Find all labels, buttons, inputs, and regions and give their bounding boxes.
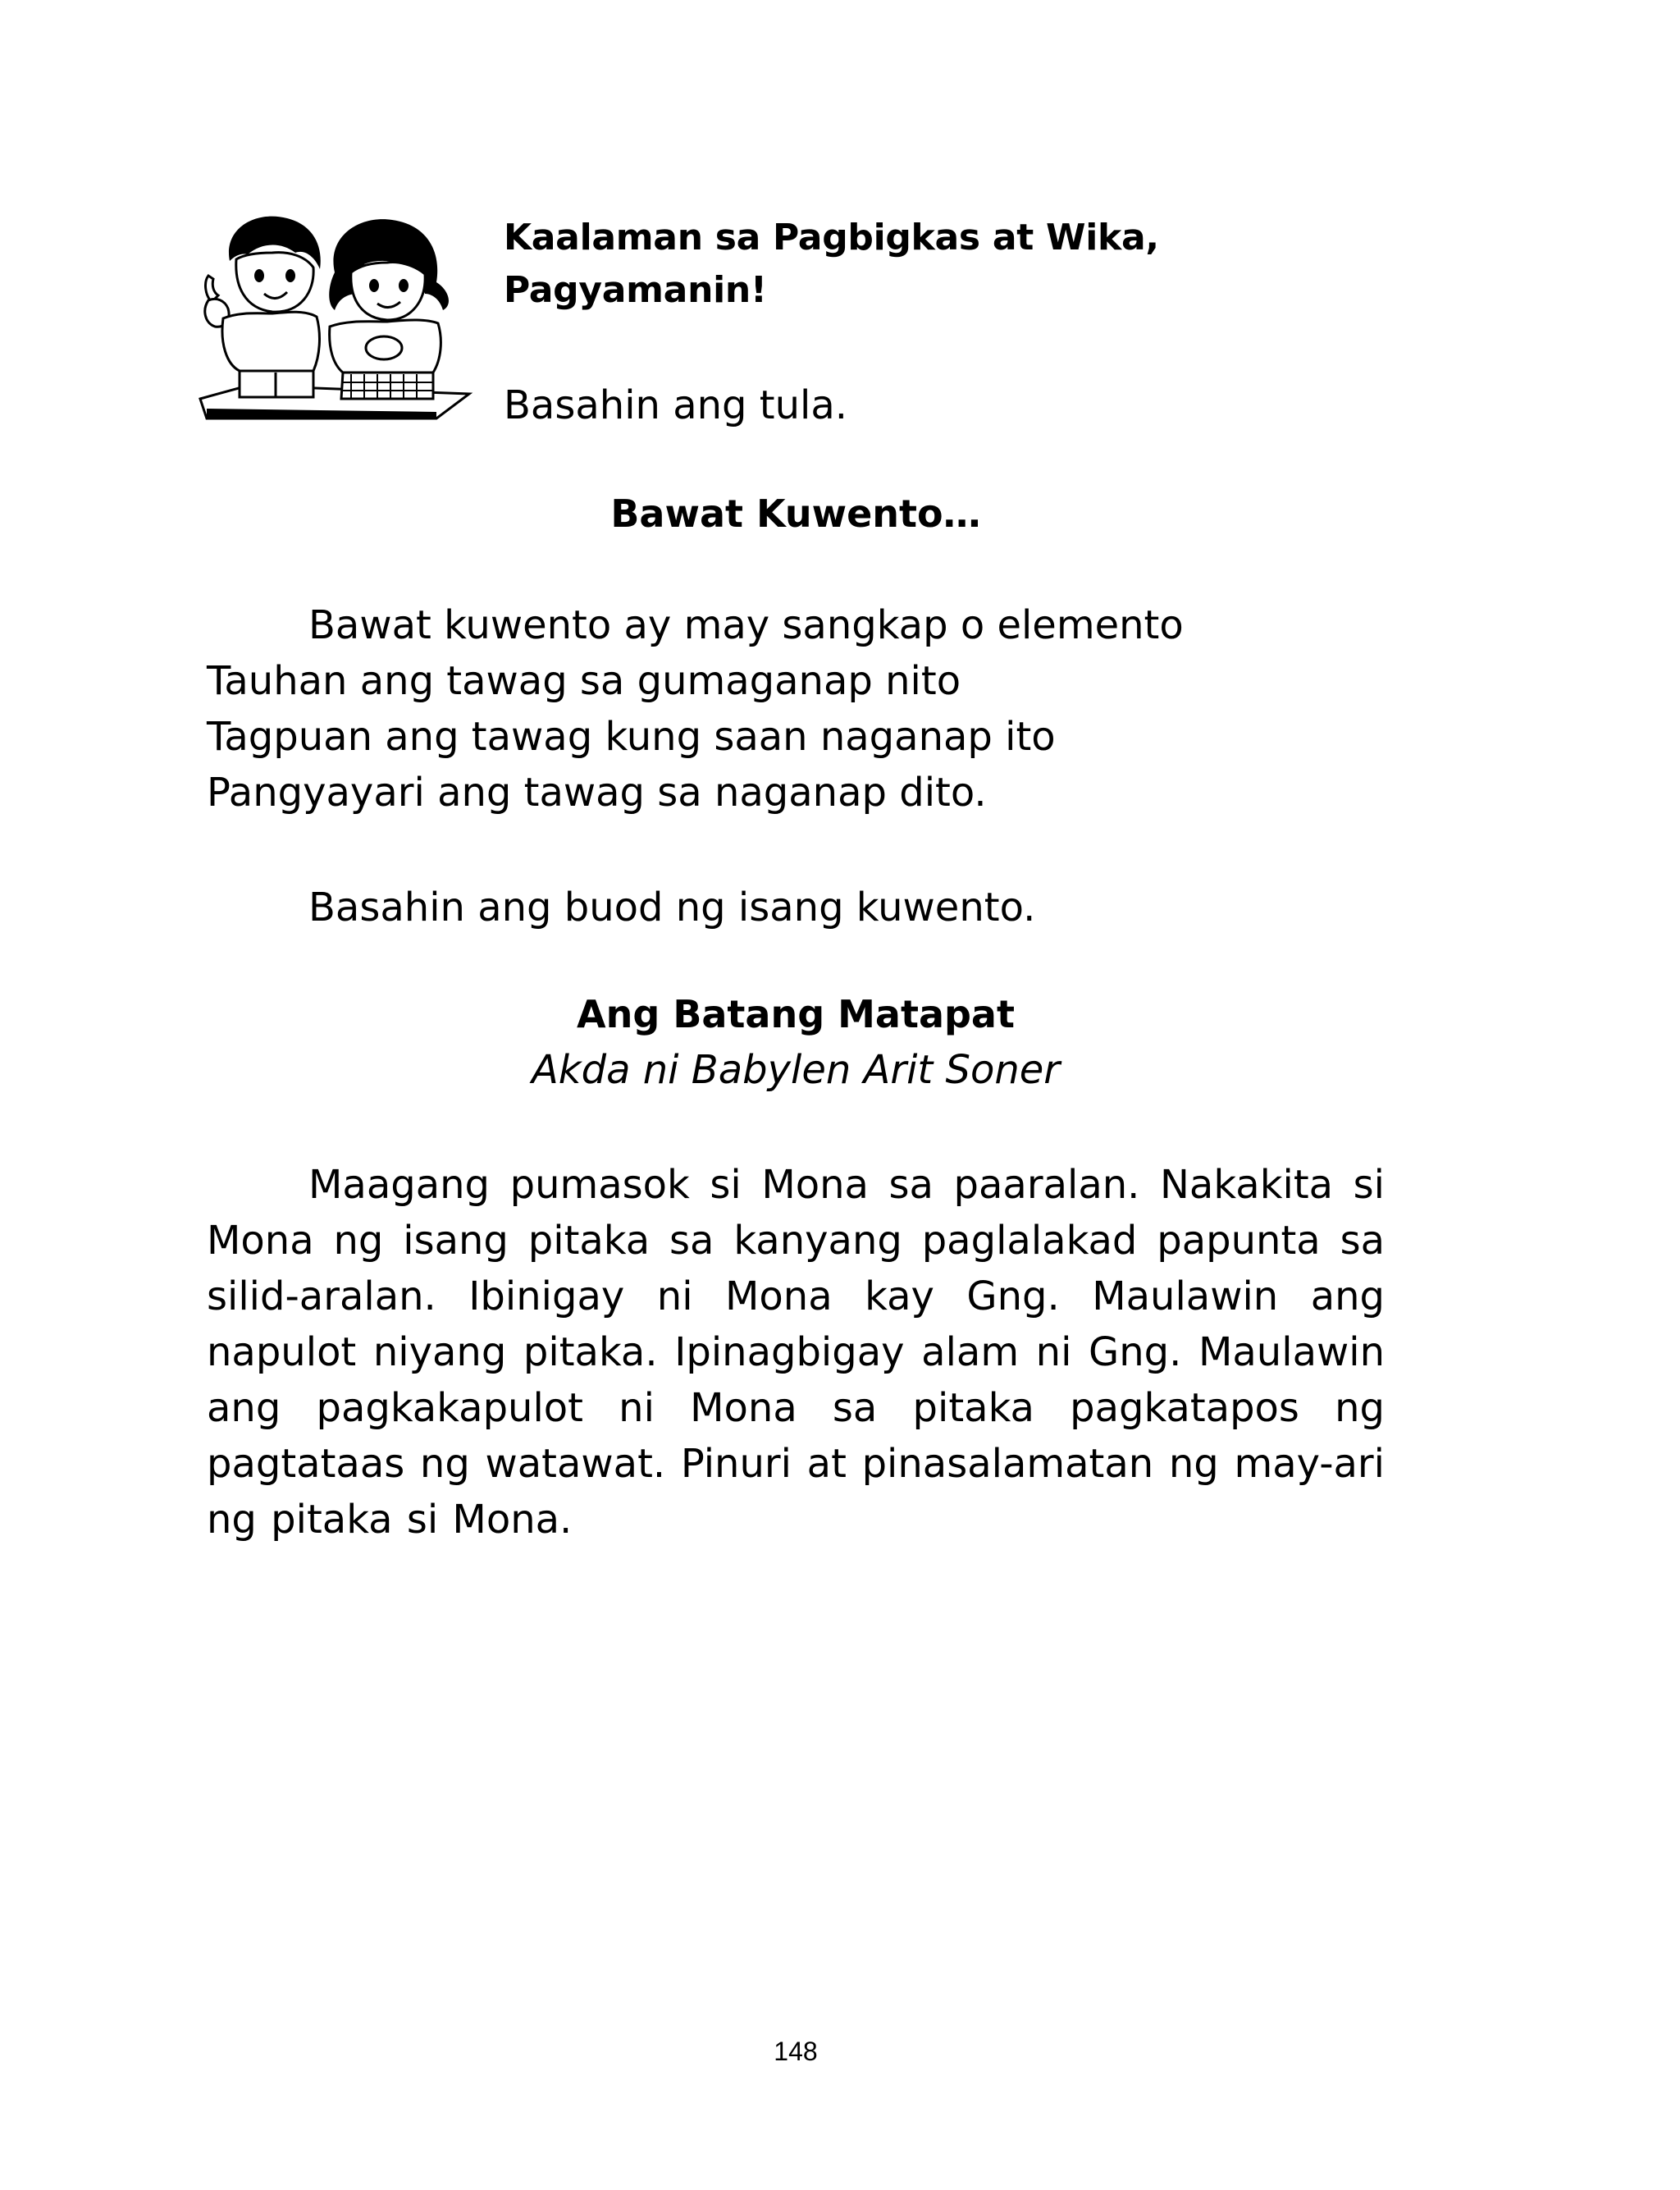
lesson-heading-line-2: Pagyamanin! [504, 269, 767, 311]
page-number: 148 [774, 2037, 818, 2066]
lesson-heading [504, 212, 1488, 317]
poem-line: Tauhan ang tawag sa gumaganap nito [207, 658, 961, 704]
instruction-read-story: Basahin ang buod ng isang kuwento. [308, 885, 1036, 930]
poem-line: Bawat kuwento ay may sangkap o elemento [308, 602, 1184, 648]
poem-title: Bawat Kuwento… [610, 491, 981, 536]
poem-body [207, 597, 1184, 821]
story-title: Ang Batang Matapat [577, 992, 1015, 1036]
story-author: Akda ni Babylen Arit Soner [531, 1047, 1061, 1093]
lesson-heading-line-1: Kaalaman sa Pagbigkas at Wika, [504, 217, 1159, 258]
poem-line: Pangyayari ang tawag sa naganap dito. [207, 770, 987, 816]
story-paragraph: Maagang pumasok si Mona sa paaralan. Nakakita si Mona ng isang pitaka sa kanyang paglalakad papunta sa silid-aralan. Ibinigay ni Mona kay Gng. Maulawin ang napulot niyang pitaka. Ipinagbigay alam ni Gng. Maulawin ang pagkakapulot ni Mona sa pitaka pagkatapos ng pagtataas ng watawat. Pinuri at pinasalamatan ng may-ari ng pitaka si Mona. [207, 1162, 1385, 1543]
two-children-icon [190, 203, 482, 422]
poem-line: Tagpuan ang tawag kung saan naganap ito [207, 714, 1056, 760]
instruction-read-poem: Basahin ang tula. [504, 382, 848, 428]
